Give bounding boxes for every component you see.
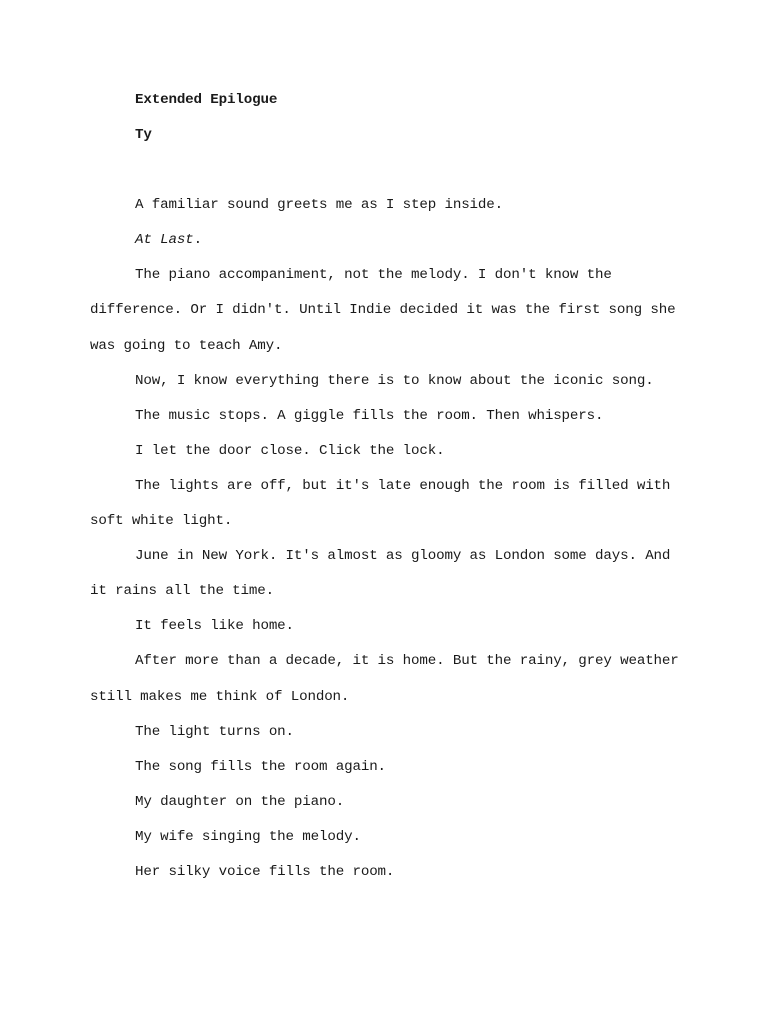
paragraph: The light turns on. [135,723,294,740]
song-title: At Last [135,232,194,249]
epilogue-heading: Extended Epilogue [135,92,278,108]
paragraph: After more than a decade, it is home. But the rainy, grey weather still makes me think of London. [90,653,679,705]
paragraph: The song fills the room again. [135,758,386,775]
paragraph: June in New York. It's almost as gloomy as London some days. And it rains all the time. [90,548,671,600]
paragraph: A familiar sound greets me as I step inside. [135,197,504,214]
paragraph: Now, I know everything there is to know about the iconic song. [135,372,654,389]
paragraph: Her silky voice fills the room. [135,863,395,880]
paragraph: My daughter on the piano. [135,793,345,810]
paragraph: The music stops. A giggle fills the room. Then whispers. [135,407,604,424]
paragraph: I let the door close. Click the lock. [135,442,445,459]
paragraph-song-title [90,223,680,258]
song-title-punctuation: . [193,232,202,249]
paragraph: The piano accompaniment, not the melody. I don't know the difference. Or I didn't. Until Indie decided it was the first song she was going to teach Amy. [90,267,676,354]
document-body [90,83,680,890]
pov-heading: Ty [135,127,152,144]
paragraph: The lights are off, but it's late enough the room is filled with soft white light. [90,477,671,530]
paragraph: It feels like home. [135,618,294,635]
paragraph: My wife singing the melody. [135,828,361,845]
